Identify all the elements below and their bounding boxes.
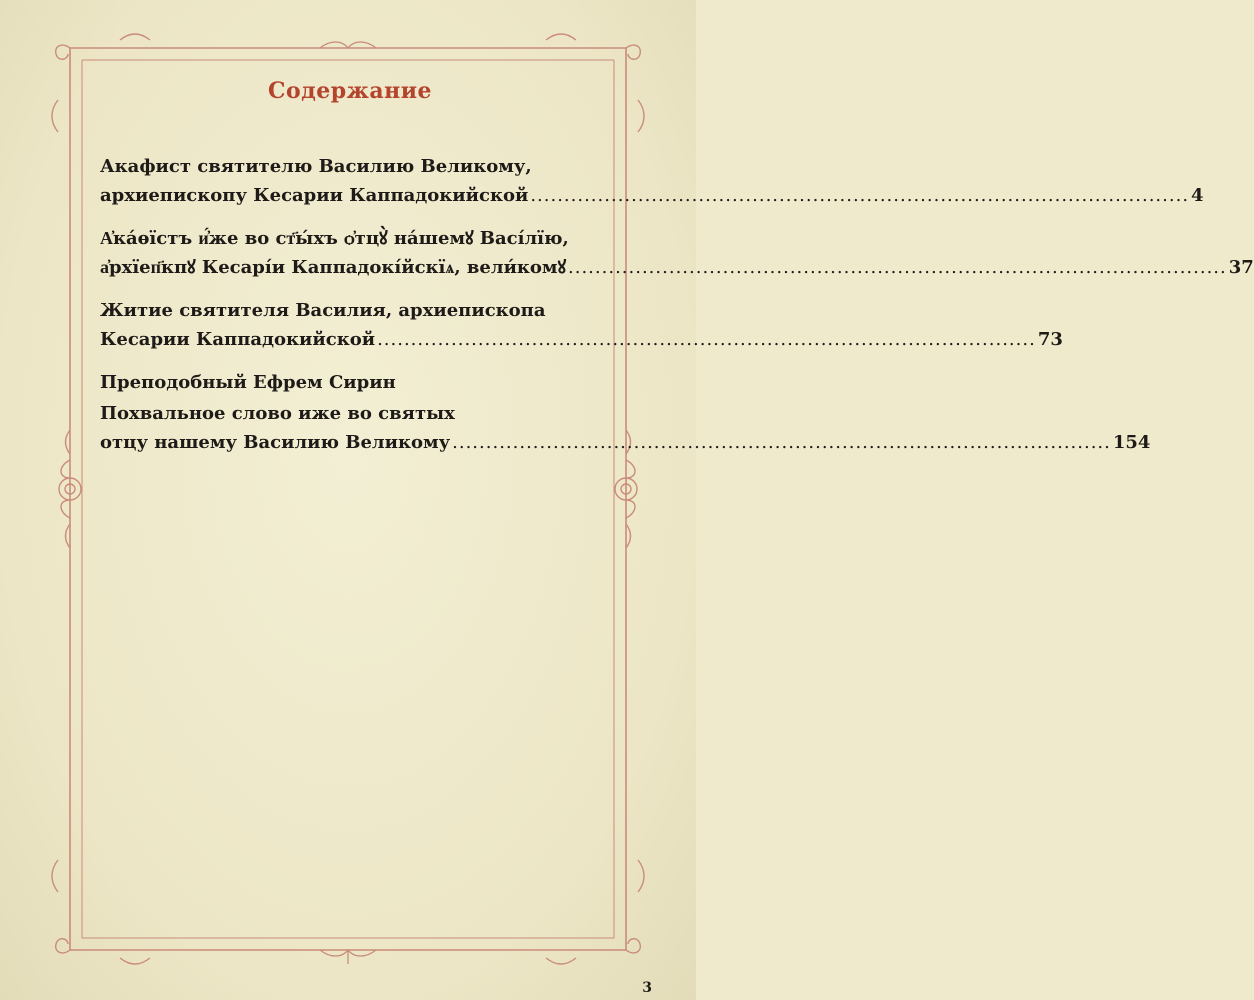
toc-entry-line-with-page: [100, 428, 1151, 457]
toc-list: [100, 152, 1254, 457]
toc-entry-line: Кесарии Каппадокийской: [100, 329, 376, 350]
toc-page-number: 73: [1037, 329, 1063, 350]
toc-entry-line: отцу нашему Василию Великому: [100, 432, 451, 453]
toc-entry-author: [100, 368, 600, 397]
toc-entry-line: Житие святителя Василия, архиепископа: [100, 300, 546, 321]
leader-dots: ..................................................................................................: [568, 257, 1227, 278]
toc-page-number: 37: [1228, 257, 1254, 278]
table-of-contents: [100, 78, 1254, 471]
toc-entry-line: Акафист святителю Василию Великому,: [100, 156, 532, 177]
leader-dots: ..................................................................................................: [377, 329, 1036, 350]
toc-heading: Содержание: [267, 78, 433, 104]
toc-page-number: 154: [1112, 432, 1151, 453]
toc-entry-line: архиепископу Кесарии Каппадокийской: [100, 185, 529, 206]
toc-entry-line: Похвальное слово иже во святых: [100, 403, 455, 424]
toc-entry-line-with-page: [100, 181, 1204, 210]
page-number: 3: [642, 980, 652, 996]
toc-entry-line-with-page: [100, 253, 1254, 282]
toc-entry-akathist-cs[interactable]: [100, 224, 1254, 282]
toc-entry-line: а҆рхїеп҃кпꙋ Кесарі́и Каппадокі́йскїѧ, вели́комꙋ: [100, 257, 567, 278]
toc-entry-line: А҆ка́ѳїстъ и҆́же во ст҃ы́хъ ѻ҆тцꙋ̀ на́шемꙋ Васі́лїю,: [100, 228, 569, 249]
toc-entry-life[interactable]: [100, 296, 1063, 354]
toc-entry-line: Преподобный Ефрем Сирин: [100, 372, 396, 393]
leader-dots: ..................................................................................................: [452, 432, 1111, 453]
leader-dots: ..................................................................................................: [530, 185, 1190, 206]
toc-page-number: 4: [1191, 185, 1204, 206]
toc-entry-line-with-page: [100, 325, 1063, 354]
toc-entry-akathist-ru[interactable]: [100, 152, 1204, 210]
toc-entry-homily[interactable]: [100, 399, 1151, 457]
